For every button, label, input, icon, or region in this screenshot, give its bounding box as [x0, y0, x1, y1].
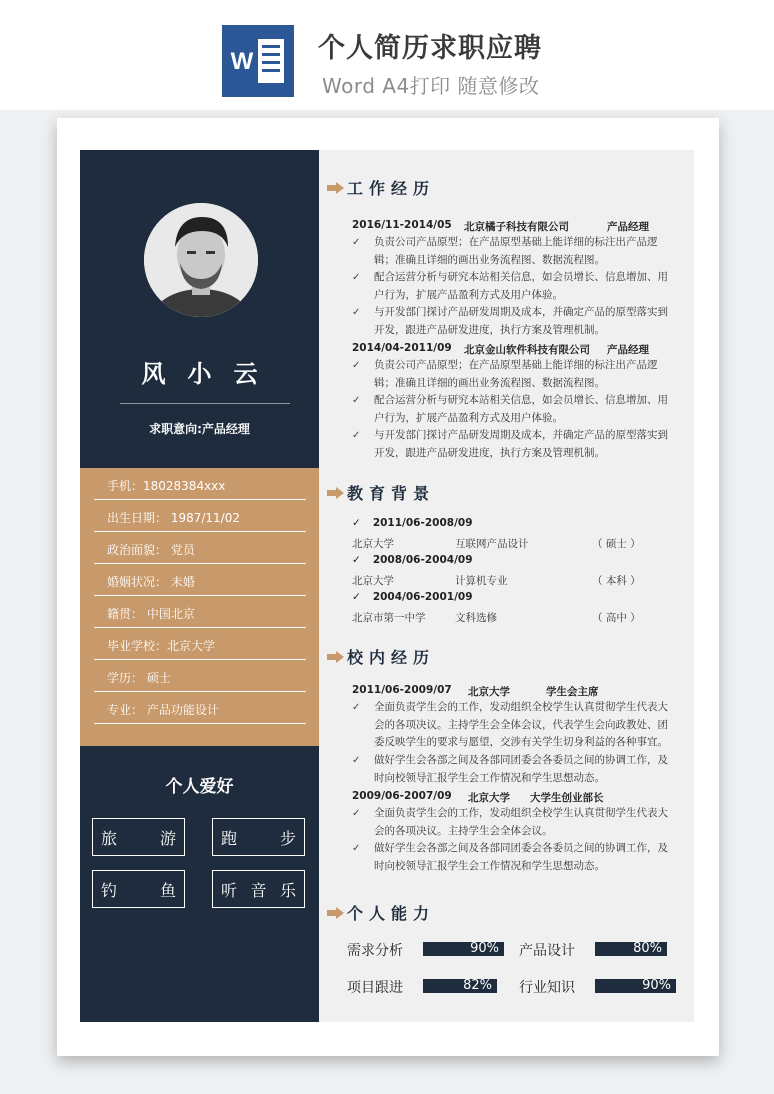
page-header: [0, 0, 774, 110]
skill-label: 产品设计: [519, 943, 575, 959]
left-sidebar: [80, 150, 319, 1022]
document-title: 个人简历求职应聘: [318, 33, 542, 64]
work-bullet: ✓ 负责公司产品原型；在产品原型基础上能详细的标注出产品逻辑；准确且详细的画出业务流程图、数据流程图。: [352, 359, 658, 389]
info-marital-status: 婚姻状况： 未婚: [94, 564, 306, 596]
section-campus: 校内经历: [327, 645, 435, 668]
skill-label: 项目跟进: [347, 980, 403, 996]
divider: [120, 403, 290, 404]
info-major: 专业： 产品功能设计: [94, 692, 306, 724]
info-school: 毕业学校：北京大学: [94, 628, 306, 660]
work-bullet: ✓ 与开发部门探讨产品研发周期及成本，并确定产品的原型落实到开发，跟进产品研发进度，执行方案及管理机制。: [352, 306, 668, 336]
word-icon: [222, 25, 294, 97]
personal-info-panel: [80, 468, 319, 746]
info-hometown: 籍贯： 中国北京: [94, 596, 306, 628]
candidate-name: 风小云: [141, 360, 280, 388]
info-birthdate: 出生日期： 1987/11/02: [94, 500, 306, 532]
avatar: [144, 203, 258, 317]
arrow-icon: [327, 487, 344, 499]
document-subtitle: Word A4打印 随意修改: [322, 74, 540, 98]
work-bullet: ✓ 与开发部门探讨产品研发周期及成本，并确定产品的原型落实到开发，跟进产品研发进度，执行方案及管理机制。: [352, 429, 668, 459]
education-date: ✓ 2008/06-2004/09: [352, 554, 473, 566]
education-date: ✓ 2004/06-2001/09: [352, 591, 473, 603]
section-education: 教育背景: [327, 481, 435, 504]
arrow-icon: [327, 182, 344, 194]
section-work: 工作经历: [327, 176, 435, 199]
campus-bullet: ✓ 做好学生会各部之间及各部同团委会各委员之间的协调工作，及时向校领导汇报学生会工作情况和学生思想动态。: [352, 842, 668, 872]
skill-bar: 90%: [595, 979, 676, 993]
skill-label: 行业知识: [519, 980, 575, 996]
campus-bullet: ✓ 做好学生会各部之间及各部同团委会各委员之间的协调工作，及时向校领导汇报学生会工作情况和学生思想动态。: [352, 754, 668, 784]
info-phone: 手机：18028384xxx: [94, 468, 306, 500]
hobby-running: 跑 步: [212, 818, 305, 856]
campus-bullet: ✓ 全面负责学生会的工作，发动组织全校学生认真贯彻学生代表大会的各项决议。主持学生会全体会议。: [352, 807, 668, 837]
hobby-music: 听 音 乐: [212, 870, 305, 908]
hobbies-title: 个人爱好: [165, 777, 234, 797]
info-degree: 学历： 硕士: [94, 660, 306, 692]
hobby-travel: 旅 游: [92, 818, 185, 856]
portrait-image: [144, 203, 258, 317]
skill-bar: 80%: [595, 942, 667, 956]
arrow-icon: [327, 651, 344, 663]
work-bullet: ✓ 配合运营分析与研究本站相关信息，如会员增长、信息增加、用户行为，扩展产品盈利方式及用户体验。: [352, 271, 668, 301]
svg-text:W: W: [230, 48, 254, 75]
skill-bar: 90%: [423, 942, 504, 956]
work-bullet: ✓ 配合运营分析与研究本站相关信息，如会员增长、信息增加、用户行为，扩展产品盈利方式及用户体验。: [352, 394, 668, 424]
main-content: 工作经历 2016/11-2014/05 北京橘子科技有限公司 产品经理 ✓ 负责公司产品原型；在产品原型基础上能详细的标注出产品逻辑；准确且详细的画出业务流程图、数据流程图。 ✓ 配合运营分析与研究本站相关信息，如会员增长、信息增加、用户行为，扩展产品盈利方式及用户体验。 ✓ 与开发部门探讨产品研发周期及成本，并确定产品的原型落实到开发，跟进产品研发进度，执行方案及管理机制。 2014/04-2011/09 北京金山软件科技有限公司 产品经理 ✓ 负责公司产品原型；在产品原型基础上能详细的标注出产品逻辑；准确且详细的画出业务流程图、数据流程图。 ✓ 配合运营分析与研究本站相关信息，如会员增长、信息增加、用户行为，扩展产品盈利方式及用户体验。 ✓ 与开发部门探讨产品研发周期及成本，并确定产品的原型落实到开发，跟进产品研发进度，执行方案及管理机制。 教育背景 ✓ 2011/06-2008/09 北京大学 互联网产品设计 （ 硕士 ） ✓ 2008/06-2004/09 北京大学 计算机专业 （ 本科 ） ✓ 2004/06-2001/09 北京市第一中学 文科选修 （ 高中 ） 校内经历 2011/06-2009/07 北京大学 学生会主席 ✓ 全面负责学生会的工作，发动组织全校学生认真贯彻学生代表大会的各项决议。主持学生会全体会议，代表学生会向政教处、团委反映学生的要求与愿望，交涉有关学生切身利益的各种事宜。 ✓ 做好学生会各部之间及各部同团委会各委员之间的协调工作，及时向校领导汇报学生会工作情况和学生思想动态。 2009/06-2007/09 北京大学 大学生创业部长 ✓ 全面负责学生会的工作，发动组织全校学生认真贯彻学生代表大会的各项决议。主持学生会全体会议。 ✓ 做好学生会各部之间及各部同团委会各委员之间的协调工作，及时向校领导汇报学生会工作情况和学生思想动态。 个人能力 需求分析 90% 产品设计 80% 项目跟进 82% 行业知识 90%: [319, 150, 694, 1022]
hobby-fishing: 钓 鱼: [92, 870, 185, 908]
info-political-status: 政治面貌： 党员: [94, 532, 306, 564]
education-date: ✓ 2011/06-2008/09: [352, 517, 473, 529]
skill-label: 需求分析: [347, 943, 403, 959]
work-bullet: ✓ 负责公司产品原型；在产品原型基础上能详细的标注出产品逻辑；准确且详细的画出业务流程图、数据流程图。: [352, 236, 658, 266]
campus-bullet: ✓ 全面负责学生会的工作，发动组织全校学生认真贯彻学生代表大会的各项决议。主持学生会全体会议，代表学生会向政教处、团委反映学生的要求与愿望，交涉有关学生切身利益的各种事宜。: [352, 701, 668, 749]
section-skills: 个人能力: [327, 901, 435, 924]
arrow-icon: [327, 907, 344, 919]
job-intent: 求职意向:产品经理: [149, 422, 250, 436]
skill-bar: 82%: [423, 979, 497, 993]
